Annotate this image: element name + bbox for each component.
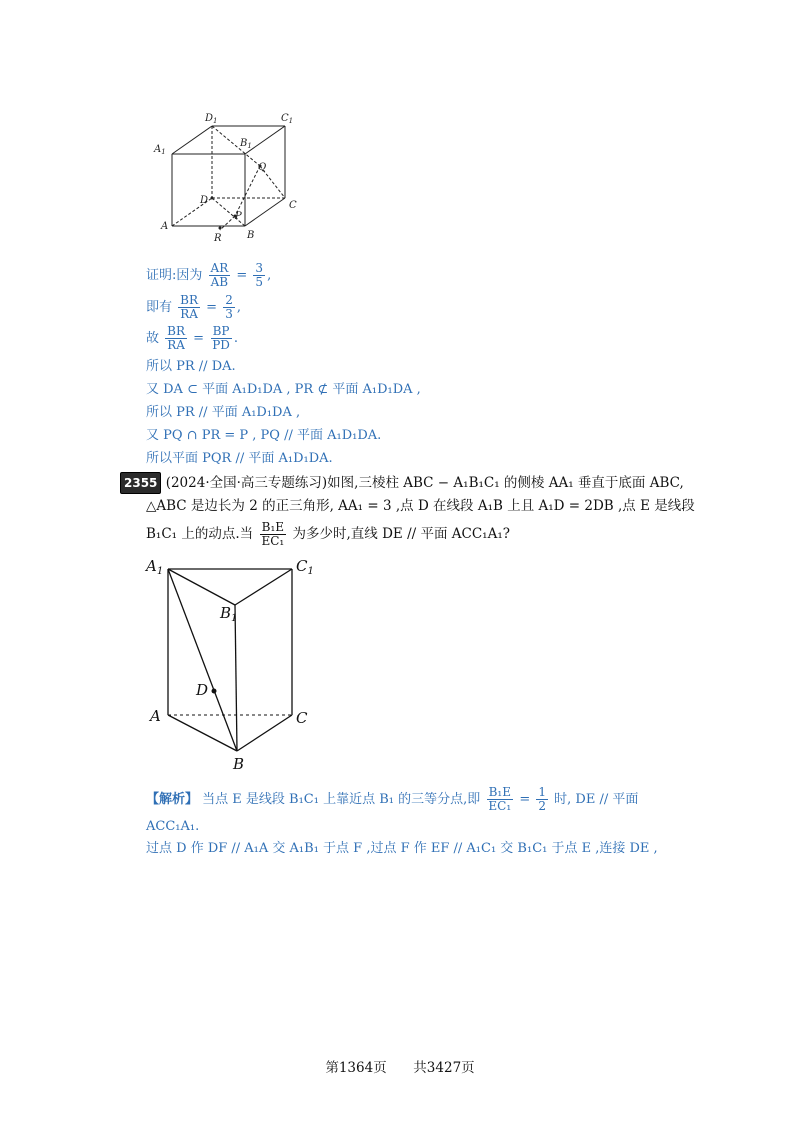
fraction: $\frac{BR}{RA}$: [180, 293, 199, 321]
label-c: C: [289, 200, 297, 211]
label-a1: $A_1$: [154, 144, 166, 156]
prism-figure: [140, 555, 340, 775]
solution-line-2: ACC₁A₁.: [146, 819, 200, 834]
question-number-badge: 2355: [120, 472, 161, 494]
proof-line-2: 即有 $\frac{BR}{RA}$ = $\frac{2}{3}$ ,: [146, 293, 241, 321]
proof-line-4: 所以 PR // DA.: [146, 359, 236, 374]
page-footer: [0, 1056, 800, 1076]
question-line-2: △ABC 是边长为 2 的正三角形, AA₁ = 3 ,点 D 在线段 A₁B 上且 A₁D = 2DB ,点 E 是线段: [146, 498, 695, 514]
solution-line-1: 【解析】 当点 E 是线段 B₁C₁ 上靠近点 B₁ 的三等分点,即 $\frac{\text{B₁E}}{\text{EC₁}}$ = $\frac{1}{2}$ 时, DE // 平面: [146, 785, 639, 813]
label-q: Q: [258, 162, 267, 173]
label-p: P: [235, 211, 242, 222]
fraction: $\frac{AR}{AB}$: [210, 261, 229, 289]
label-c1: $C_1$: [281, 113, 294, 125]
fraction: $\frac{1}{2}$: [538, 785, 546, 813]
fraction: $\frac{BP}{PD}$: [212, 324, 230, 352]
proof-line-6: 所以 PR // 平面 A₁D₁DA ,: [146, 405, 301, 420]
proof-line-1: 证明:因为 $\frac{AR}{AB}$ = $\frac{3}{5}$ ,: [146, 261, 272, 289]
proof-line-5: 又 DA ⊂ 平面 A₁D₁DA , PR ⊄ 平面 A₁D₁DA ,: [146, 382, 421, 397]
label-b1: $B_1$: [240, 138, 252, 150]
label-b: B: [247, 230, 255, 241]
cube-figure: [150, 108, 310, 248]
question-line-3: B₁C₁ 上的动点.当 $\frac{\text{B₁E}}{\text{EC₁}}$ 为多少时,直线 DE // 平面 ACC₁A₁?: [146, 520, 510, 548]
label-a: A: [161, 221, 169, 232]
fraction: $\frac{\text{B₁E}}{\text{EC₁}}$: [261, 520, 285, 548]
label-d: D: [196, 681, 209, 699]
proof-line-7: 又 PQ ∩ PR = P , PQ // 平面 A₁D₁DA.: [146, 428, 382, 443]
fraction: $\frac{BR}{RA}$: [167, 324, 186, 352]
label-a1: $A_1$: [146, 557, 164, 577]
solution-line-3: 过点 D 作 DF // A₁A 交 A₁B₁ 于点 F ,过点 F 作 EF // A₁C₁ 交 B₁C₁ 于点 E ,连接 DE ,: [146, 841, 658, 856]
proof-line-8: 所以平面 PQR // 平面 A₁D₁DA.: [146, 451, 333, 466]
proof-line-3: 故 $\frac{BR}{RA}$ = $\frac{BP}{PD}$ .: [146, 324, 239, 352]
page-number: 第1364页: [325, 1060, 387, 1076]
label-a: A: [150, 707, 161, 725]
total-pages: 共3427页: [413, 1060, 475, 1076]
fraction: $\frac{2}{3}$: [225, 293, 233, 321]
label-b1: $B_1$: [220, 604, 238, 624]
label-c1: $C_1$: [296, 557, 314, 577]
label-c: C: [296, 709, 308, 727]
fraction: $\frac{3}{5}$: [255, 261, 264, 289]
label-b: B: [233, 755, 245, 773]
question-line-1: 2355 (2024·全国·高三专题练习)如图,三棱柱 ABC − A₁B₁C₁ 的侧棱 AA₁ 垂直于底面 ABC,: [120, 472, 684, 494]
solution-tag: 【解析】: [146, 792, 199, 807]
fraction: $\frac{\text{B₁E}}{\text{EC₁}}$: [488, 785, 512, 813]
label-d1: $D_1$: [205, 113, 218, 125]
label-d: D: [200, 195, 209, 206]
label-r: R: [214, 233, 222, 244]
